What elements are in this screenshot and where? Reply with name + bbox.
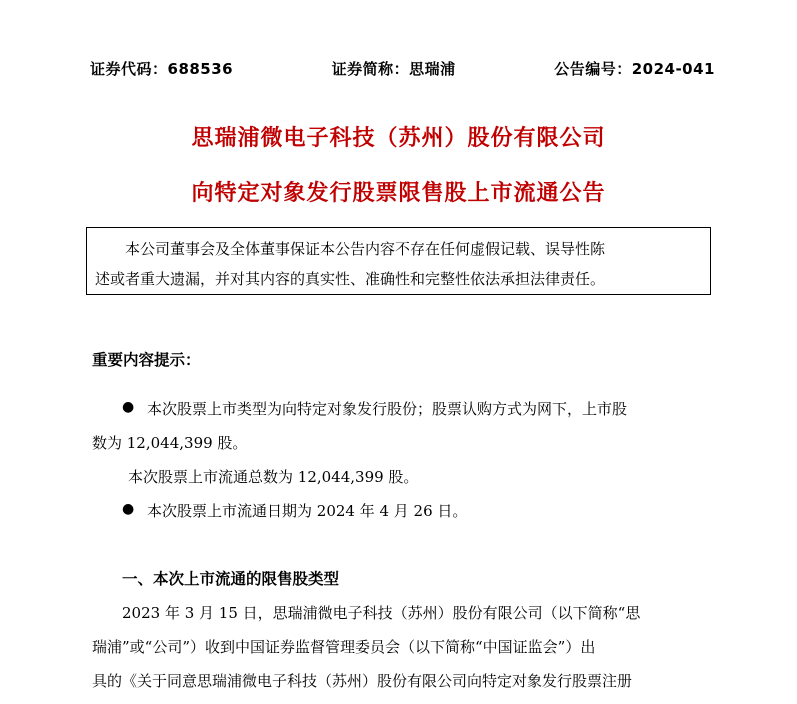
document-header — [90, 58, 715, 79]
summary-item-1-line-3: 本次股票上市流通总数为 12,044,399 股。 — [128, 468, 419, 486]
summary-item-1-line-2: 数为 12,044,399 股。 — [92, 434, 248, 452]
bullet-icon: ● — [122, 399, 135, 415]
document-title-line-2: 向特定对象发行股票限售股上市流通公告 — [191, 181, 606, 206]
section-1-paragraph-line-3: 具的《关于同意思瑞浦微电子科技（苏州）股份有限公司向特定对象发行股票注册 — [92, 672, 633, 690]
summary-item-1-line-1: 本次股票上市类型为向特定对象发行股份；股票认购方式为网下，上市股 — [147, 400, 628, 418]
summary-item-2: 本次股票上市流通日期为 2024 年 4 月 26 日。 — [147, 502, 468, 520]
bullet-icon: ● — [122, 501, 135, 517]
stock-code: 证券代码：688536 — [90, 60, 234, 78]
section-1-paragraph-line-2: 瑞浦”或“公司”）收到中国证券监督管理委员会（以下简称“中国证监会”）出 — [92, 638, 596, 656]
declaration-line-2: 述或者重大遗漏，并对其内容的真实性、准确性和完整性依法承担法律责任。 — [95, 270, 606, 288]
section-1-heading: 一、本次上市流通的限售股类型 — [122, 570, 340, 588]
summary-heading: 重要内容提示： — [92, 351, 201, 369]
announcement-number: 公告编号：2024-041 — [554, 60, 715, 78]
document-title-line-1: 思瑞浦微电子科技（苏州）股份有限公司 — [191, 126, 606, 151]
board-declaration-box — [86, 227, 711, 295]
stock-abbreviation: 证券简称：思瑞浦 — [331, 60, 456, 78]
section-1-paragraph-line-1: 2023 年 3 月 15 日，思瑞浦微电子科技（苏州）股份有限公司（以下简称“思 — [122, 604, 641, 622]
declaration-line-1: 本公司董事会及全体董事保证本公告内容不存在任何虚假记载、误导性陈 — [125, 240, 606, 258]
